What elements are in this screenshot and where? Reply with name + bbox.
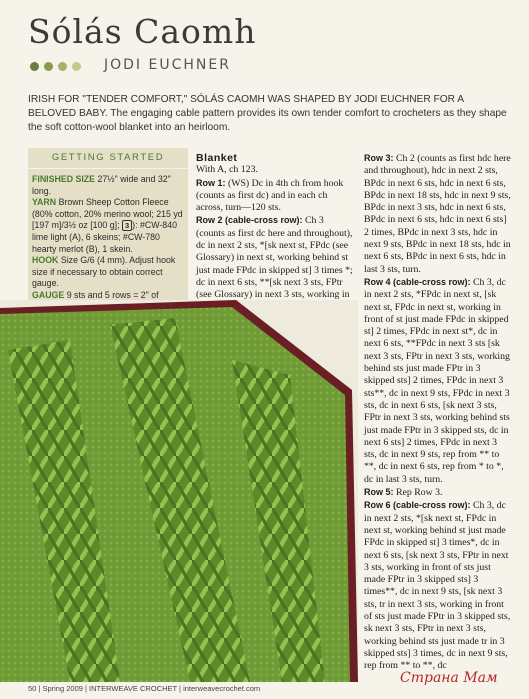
- dot-2: [44, 62, 53, 71]
- row-6: [364, 499, 512, 672]
- watermark: Страна Мам: [400, 670, 498, 686]
- yarn-weight-badge: 3: [122, 220, 132, 231]
- row-4-text: Ch 3, dc in next 2 sts, *FPdc in next st, [sk next st, FPdc in next st, working in front of st just made FPdc in skipped st] 2 times, FPdc in next st*, dc in next 6 sts, **FPdc in next 3 sts [sk next 3 sts, FPtr in next 3 sts, working behind sts just made FPtr in 3 skipped sts] 2 times, FPdc in next 3 sts**, dc in next 9 sts, FPdc in next 3 sts, dc in next 6 sts, [sk next 3 sts, FPtr in next 3 sts, working behind sts just made FPtr in 3 skipped sts, dc in next 6 sts] 2 times, FPdc in next 3 sts, dc in next 9 sts, rep from ** to **, dc in next 6 sts, rep from * to *, dc in last 3 sts, turn.: [364, 276, 510, 485]
- section-title: Blanket: [196, 152, 238, 164]
- hook-text: Size G/6 (4 mm). Adjust hook size if necessary to obtain correct gauge.: [32, 255, 176, 289]
- blanket-photo: [0, 300, 358, 682]
- gauge-text: 9 sts and 5 rows = 2" of: [66, 289, 159, 300]
- row-2-text: Ch 3 (counts as first dc here and throughout), dc in next 2 sts, *[sk next st, FPdc (see Glossary) in next st, working behind st just made FPdc in skipped st] 3 times *; dc in next 6 sts, **[sk next 3 sts, FPtr (see Glossary) in next 3 sts, working in: [196, 215, 353, 301]
- row-1-label: Row 1:: [196, 177, 226, 188]
- yarn-label: YARN: [32, 197, 57, 208]
- intro-lead: IRISH FOR "TENDER COMFORT," SÓLÁS CAOMH WAS SHAPED BY JODI EUCHNER FOR A BELOVED BABY.: [28, 94, 464, 119]
- row-6-text: Ch 3, dc in next 2 sts, *[sk next st, FPdc in next st, working behind st just made FPdc in skipped st] 3 times*, dc in next 6 sts, [sk next 3 sts, FPtr in next 3 sts, working in front of sts just made FPtr in 3 skipped sts] 3 times**, dc in next 9 sts, [sk next 3 sts, tr in next 3 sts, working in front of sts just made FPtr in 3 skipped sts, sk next 3 sts, FPtr in next 3 sts, working behind sts just made tr in 3 skipped sts] 3 times, dc in next 9 sts, rep from ** to **, dc: [364, 500, 511, 672]
- row-3-label: Row 3:: [364, 153, 394, 163]
- page-footer: 50 | Spring 2009 | INTERWEAVE CROCHET | interweavecrochet.com: [28, 684, 261, 693]
- getting-started-heading: GETTING STARTED: [28, 148, 188, 169]
- dot-1: [30, 62, 39, 71]
- gauge-label: GAUGE: [32, 289, 65, 300]
- finished-size: [32, 174, 184, 197]
- yarn-info: [32, 197, 184, 255]
- page-title: Sólás Caomh: [28, 12, 257, 51]
- getting-started-panel: [28, 148, 188, 300]
- decorative-dots: [30, 62, 81, 71]
- header: [28, 6, 508, 81]
- pattern-intro-line: With A, ch 123.: [196, 164, 258, 176]
- intro-body: The engaging cable pattern provides its own tender comfort to crocheters as they shape the soft cotton-wool blanket into an heirloom.: [28, 108, 507, 133]
- row-6-label: Row 6 (cable-cross row):: [364, 500, 471, 511]
- yarn-text-2: ): #CW-840 lime light (A), 6 skeins; #CW-780 hearty merlot (B), 1 skein.: [32, 220, 177, 254]
- author-name: JODI EUCHNER: [104, 57, 231, 73]
- row-4-label: Row 4 (cable-cross row):: [364, 276, 471, 287]
- row-3-text: Ch 2 (counts as first hdc here and throughout), hdc in next 2 sts, BPdc in next 6 sts, hdc in next 6 sts, BPdc in next 18 sts, hdc in next 9 sts, BPdc in next 3 sts, hdc in next 6 sts, BPdc in next 6 sts, hdc in next 6 sts] 2 times, BPdc in next 3 sts, hdc in next 9 sts, BPdc in next 18 sts, hdc in next 6 sts, BPdc in next 6 sts, hdc in last 3 sts, turn.: [364, 153, 511, 275]
- yarn-text: Brown Sheep Cotton Fleece (80% cotton, 20% merino wool; 215 yd [197 m]/3½ oz [100 g];: [32, 197, 183, 231]
- hook-label: HOOK: [32, 255, 59, 266]
- row-5-label: Row 5:: [364, 487, 394, 498]
- dot-4: [72, 62, 81, 71]
- row-2-label: Row 2 (cable-cross row):: [196, 215, 303, 226]
- dot-3: [58, 62, 67, 71]
- hook-info: [32, 255, 184, 290]
- pattern-column-2: [364, 152, 512, 672]
- row-5: [364, 486, 512, 499]
- getting-started-body: [28, 169, 188, 313]
- row-3: [364, 152, 512, 276]
- row-5-text: Rep Row 3.: [393, 487, 443, 499]
- row-1: [196, 177, 354, 215]
- finished-size-text: 27½" wide and 32" long.: [32, 174, 171, 196]
- intro-paragraph: [28, 93, 508, 135]
- row-4: [364, 276, 512, 486]
- finished-size-label: FINISHED SIZE: [32, 174, 96, 184]
- row-1-text: (WS) Dc in 4th ch from hook (counts as first dc) and in each ch across, turn—120 sts.: [196, 177, 344, 214]
